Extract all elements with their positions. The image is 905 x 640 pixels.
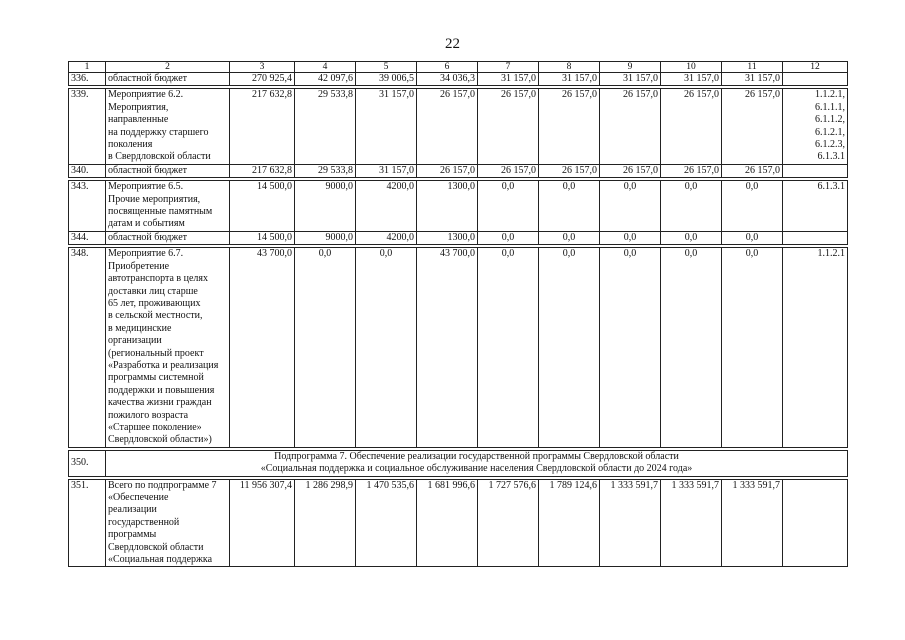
value-cell: 0,0	[539, 231, 600, 244]
value-cell: 26 157,0	[539, 89, 600, 164]
page-number: 22	[445, 36, 460, 52]
column-number: 12	[783, 62, 848, 73]
value-cell: 0,0	[722, 248, 783, 448]
column-number: 1	[69, 62, 106, 73]
column-number: 9	[600, 62, 661, 73]
table-row	[69, 248, 848, 448]
column-number: 2	[106, 62, 230, 73]
value-cell: 34 036,3	[417, 73, 478, 86]
column-number: 3	[230, 62, 295, 73]
column-number-row	[69, 62, 848, 73]
value-cell: 1 333 591,7	[722, 479, 783, 567]
value-cell: 29 533,8	[295, 164, 356, 177]
row-number: 348.	[69, 248, 106, 448]
value-cell: 31 157,0	[478, 73, 539, 86]
value-cell: 0,0	[356, 248, 417, 448]
value-cell: 29 533,8	[295, 89, 356, 164]
value-cell: 0,0	[539, 181, 600, 232]
column-number: 7	[478, 62, 539, 73]
value-cell: 26 157,0	[478, 89, 539, 164]
target-indicators: 1.1.2.1	[783, 248, 848, 448]
target-indicators: 1.1.2.1, 6.1.1.1, 6.1.1.2, 6.1.2.1, 6.1.2.3, 6.1.3.1	[783, 89, 848, 164]
value-cell: 0,0	[661, 231, 722, 244]
value-cell: 0,0	[295, 248, 356, 448]
value-cell: 26 157,0	[417, 89, 478, 164]
value-cell: 1 333 591,7	[661, 479, 722, 567]
value-cell: 14 500,0	[230, 231, 295, 244]
value-cell: 1300,0	[417, 181, 478, 232]
value-cell: 0,0	[600, 248, 661, 448]
row-name: Мероприятие 6.5. Прочие мероприятия, посвященные памятным датам и событиям	[106, 181, 230, 232]
value-cell: 26 157,0	[600, 164, 661, 177]
value-cell: 1 727 576,6	[478, 479, 539, 567]
value-cell: 0,0	[478, 248, 539, 448]
row-number: 344.	[69, 231, 106, 244]
value-cell: 0,0	[600, 181, 661, 232]
target-indicators	[783, 231, 848, 244]
value-cell: 9000,0	[295, 181, 356, 232]
value-cell: 1 333 591,7	[600, 479, 661, 567]
value-cell: 14 500,0	[230, 181, 295, 232]
row-name: областной бюджет	[106, 164, 230, 177]
table-row	[69, 164, 848, 177]
value-cell: 26 157,0	[539, 164, 600, 177]
value-cell: 42 097,6	[295, 73, 356, 86]
budget-table	[68, 61, 848, 567]
value-cell: 0,0	[539, 248, 600, 448]
column-number: 11	[722, 62, 783, 73]
value-cell: 217 632,8	[230, 89, 295, 164]
target-indicators: 6.1.3.1	[783, 181, 848, 232]
column-number: 4	[295, 62, 356, 73]
subprogram-title	[106, 450, 848, 476]
table-row	[69, 231, 848, 244]
row-name: Мероприятие 6.7. Приобретение автотранспорта в целях доставки лиц старше 65 лет, проживающих в сельской местности, в медицинские организации (региональный проект «Разработка и реализация программы системной поддержки и повышения качества жизни граждан пожилого возраста «Старшее поколение» Свердловской области»)	[106, 248, 230, 448]
row-name: областной бюджет	[106, 231, 230, 244]
value-cell: 1 286 298,9	[295, 479, 356, 567]
value-cell: 0,0	[722, 231, 783, 244]
value-cell: 1 789 124,6	[539, 479, 600, 567]
row-number: 336.	[69, 73, 106, 86]
value-cell: 1300,0	[417, 231, 478, 244]
value-cell: 4200,0	[356, 181, 417, 232]
value-cell: 31 157,0	[600, 73, 661, 86]
subprogram-row	[69, 450, 848, 476]
value-cell: 26 157,0	[478, 164, 539, 177]
value-cell: 0,0	[661, 248, 722, 448]
row-number: 340.	[69, 164, 106, 177]
value-cell: 31 157,0	[356, 89, 417, 164]
column-number: 8	[539, 62, 600, 73]
row-name: Мероприятие 6.2. Мероприятия, направленные на поддержку старшего поколения в Свердловской области	[106, 89, 230, 164]
value-cell: 43 700,0	[230, 248, 295, 448]
row-name: Всего по подпрограмме 7 «Обеспечение реализации государственной программы Свердловской области «Социальная поддержка	[106, 479, 230, 567]
table-row	[69, 73, 848, 86]
value-cell: 270 925,4	[230, 73, 295, 86]
row-name: областной бюджет	[106, 73, 230, 86]
value-cell: 26 157,0	[417, 164, 478, 177]
value-cell: 26 157,0	[661, 89, 722, 164]
column-number: 6	[417, 62, 478, 73]
row-number: 339.	[69, 89, 106, 164]
target-indicators	[783, 164, 848, 177]
target-indicators	[783, 479, 848, 567]
value-cell: 26 157,0	[722, 89, 783, 164]
value-cell: 0,0	[478, 231, 539, 244]
value-cell: 0,0	[478, 181, 539, 232]
row-number: 343.	[69, 181, 106, 232]
subprogram-title-line: Подпрограмма 7. Обеспечение реализации государственной программы Свердловской области	[274, 450, 679, 462]
column-number: 10	[661, 62, 722, 73]
value-cell: 9000,0	[295, 231, 356, 244]
table-row	[69, 181, 848, 232]
row-number: 350.	[69, 450, 106, 476]
value-cell: 1 681 996,6	[417, 479, 478, 567]
value-cell: 31 157,0	[356, 164, 417, 177]
table-row	[69, 479, 848, 567]
value-cell: 39 006,5	[356, 73, 417, 86]
value-cell: 31 157,0	[661, 73, 722, 86]
target-indicators	[783, 73, 848, 86]
value-cell: 31 157,0	[539, 73, 600, 86]
value-cell: 217 632,8	[230, 164, 295, 177]
row-number: 351.	[69, 479, 106, 567]
value-cell: 0,0	[600, 231, 661, 244]
column-number: 5	[356, 62, 417, 73]
subprogram-title-line: «Социальная поддержка и социальное обслуживание населения Свердловской области до 2024 года»	[260, 463, 693, 475]
value-cell: 0,0	[661, 181, 722, 232]
table-row	[69, 89, 848, 164]
value-cell: 4200,0	[356, 231, 417, 244]
value-cell: 43 700,0	[417, 248, 478, 448]
value-cell: 26 157,0	[722, 164, 783, 177]
value-cell: 1 470 535,6	[356, 479, 417, 567]
value-cell: 31 157,0	[722, 73, 783, 86]
value-cell: 0,0	[722, 181, 783, 232]
value-cell: 26 157,0	[600, 89, 661, 164]
value-cell: 26 157,0	[661, 164, 722, 177]
value-cell: 11 956 307,4	[230, 479, 295, 567]
